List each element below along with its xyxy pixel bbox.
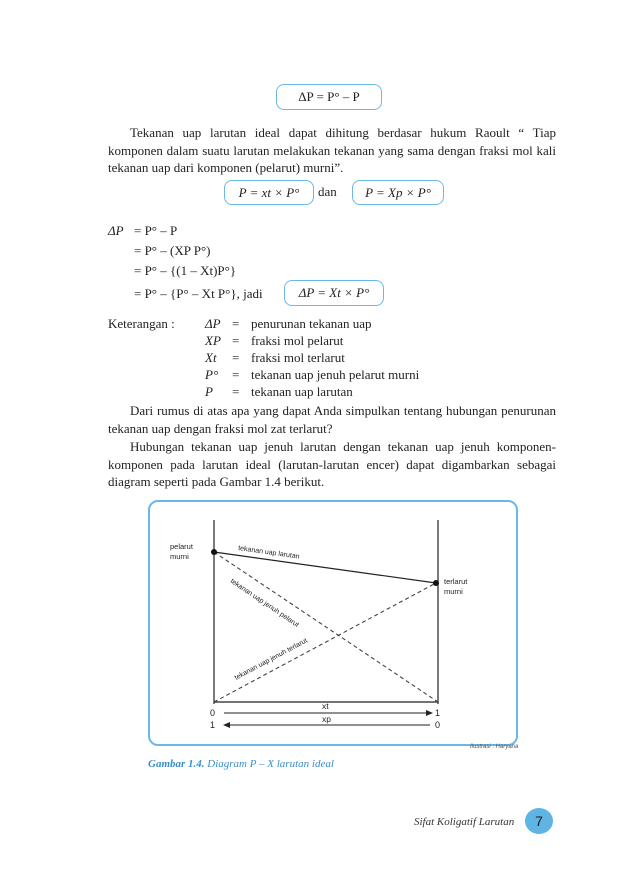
label-line-solvent: tekanan uap jenuh pelarut	[228, 577, 300, 629]
keterangan-desc-4: tekanan uap larutan	[251, 384, 353, 399]
axis-label-0-right: 0	[435, 720, 441, 730]
formula-connector: dan	[318, 184, 337, 199]
keterangan-desc-2: fraksi mol terlarut	[251, 350, 345, 365]
paragraph-raoult-text: Tekanan uap larutan ideal dapat dihitung berdasar hukum Raoult “ Tiap komponen dalam suatu larutan melakukan tekanan yang sama dengan fraksi mol kali tekanan uap dari komponen (pelarut) murni”.	[108, 125, 556, 175]
keterangan-desc-1: fraksi mol pelarut	[251, 333, 344, 348]
axis-label-1-left: 1	[210, 720, 216, 730]
paragraph-raoult	[108, 124, 556, 177]
keterangan-sym-4: P	[205, 384, 213, 399]
formula-right: P = Xp × P°	[365, 184, 431, 200]
label-pelarut: pelarut	[170, 542, 193, 551]
label-pelarut-murni: murni	[170, 552, 189, 561]
page-number: 7	[535, 813, 543, 829]
keterangan-label: Keterangan :	[108, 316, 175, 331]
formula-left-box	[224, 180, 314, 205]
paragraph-diagram-intro	[108, 438, 556, 491]
figure-caption-text: Diagram P – X larutan ideal	[204, 758, 334, 770]
keterangan-sym-0: ΔP	[205, 316, 221, 331]
derivation-lhs: ΔP	[108, 223, 124, 238]
point-pure-solute	[433, 580, 439, 586]
paragraph-question	[108, 402, 556, 437]
derivation-result-box	[284, 280, 384, 306]
derivation-line-3: = P° – {(1 – Xt)P°}	[134, 263, 237, 278]
keterangan-desc-0: penurunan tekanan uap	[251, 316, 372, 331]
arrow-xp-head	[223, 722, 230, 728]
keterangan-eq-1: =	[232, 333, 240, 348]
point-pure-solvent	[211, 549, 217, 555]
axis-xt-label: xt	[322, 701, 329, 711]
keterangan-sym-2: Xt	[205, 350, 217, 365]
arrow-xt-head	[426, 710, 433, 716]
label-terlarut: terlarut	[444, 577, 468, 586]
axis-label-1-right: 1	[435, 708, 441, 718]
keterangan-eq-3: =	[232, 367, 240, 382]
page-number-badge	[525, 808, 553, 834]
line-solute-pressure	[214, 583, 436, 702]
figure-caption-number: Gambar 1.4.	[148, 758, 205, 770]
label-line-solute: tekanan uap jenuh terlarut	[233, 637, 309, 682]
keterangan-eq-0: =	[232, 316, 240, 331]
derivation-line-4: = P° – {P° – Xt P°}, jadi	[134, 286, 263, 301]
keterangan-sym-1: XP	[205, 333, 221, 348]
figure-frame	[148, 500, 518, 746]
figure-caption	[148, 758, 334, 770]
label-terlarut-murni: murni	[444, 587, 463, 596]
footer-chapter-title: Sifat Koligatif Larutan	[414, 816, 515, 828]
formula-left: P = xt × P°	[238, 184, 300, 200]
figure-credit: Ilustrasi : Haryana	[470, 744, 519, 750]
derivation-line-2: = P° – (XP P°)	[134, 243, 211, 258]
derivation-line-1: = P° – P	[134, 223, 178, 238]
paragraph-diagram-intro-text: Hubungan tekanan uap jenuh larutan dengan tekanan uap jenuh komponen-komponen pada larutan ideal (larutan-larutan encer) dapat digambarkan sebagai diagram seperti pada Gambar 1.4 berikut.	[108, 439, 556, 489]
line-solution-pressure	[214, 552, 436, 583]
line-solvent-pressure	[214, 552, 438, 702]
paragraph-question-text: Dari rumus di atas apa yang dapat Anda simpulkan tentang hubungan penurunan tekanan uap dengan fraksi mol zat terlarut?	[108, 403, 556, 436]
formula-right-box	[352, 180, 444, 205]
keterangan-eq-2: =	[232, 350, 240, 365]
axis-xp-label: xp	[322, 714, 331, 724]
px-diagram	[150, 502, 516, 744]
derivation-result: ΔP = Xt × P°	[298, 285, 370, 300]
keterangan-desc-3: tekanan uap jenuh pelarut murni	[251, 367, 420, 382]
label-line-solution: tekanan uap larutan	[237, 545, 300, 561]
formula-top-box	[276, 84, 382, 110]
axis-label-0-left: 0	[210, 708, 216, 718]
formula-top: ΔP = P° – P	[298, 89, 360, 104]
keterangan-sym-3: P°	[205, 367, 219, 382]
keterangan-eq-4: =	[232, 384, 240, 399]
